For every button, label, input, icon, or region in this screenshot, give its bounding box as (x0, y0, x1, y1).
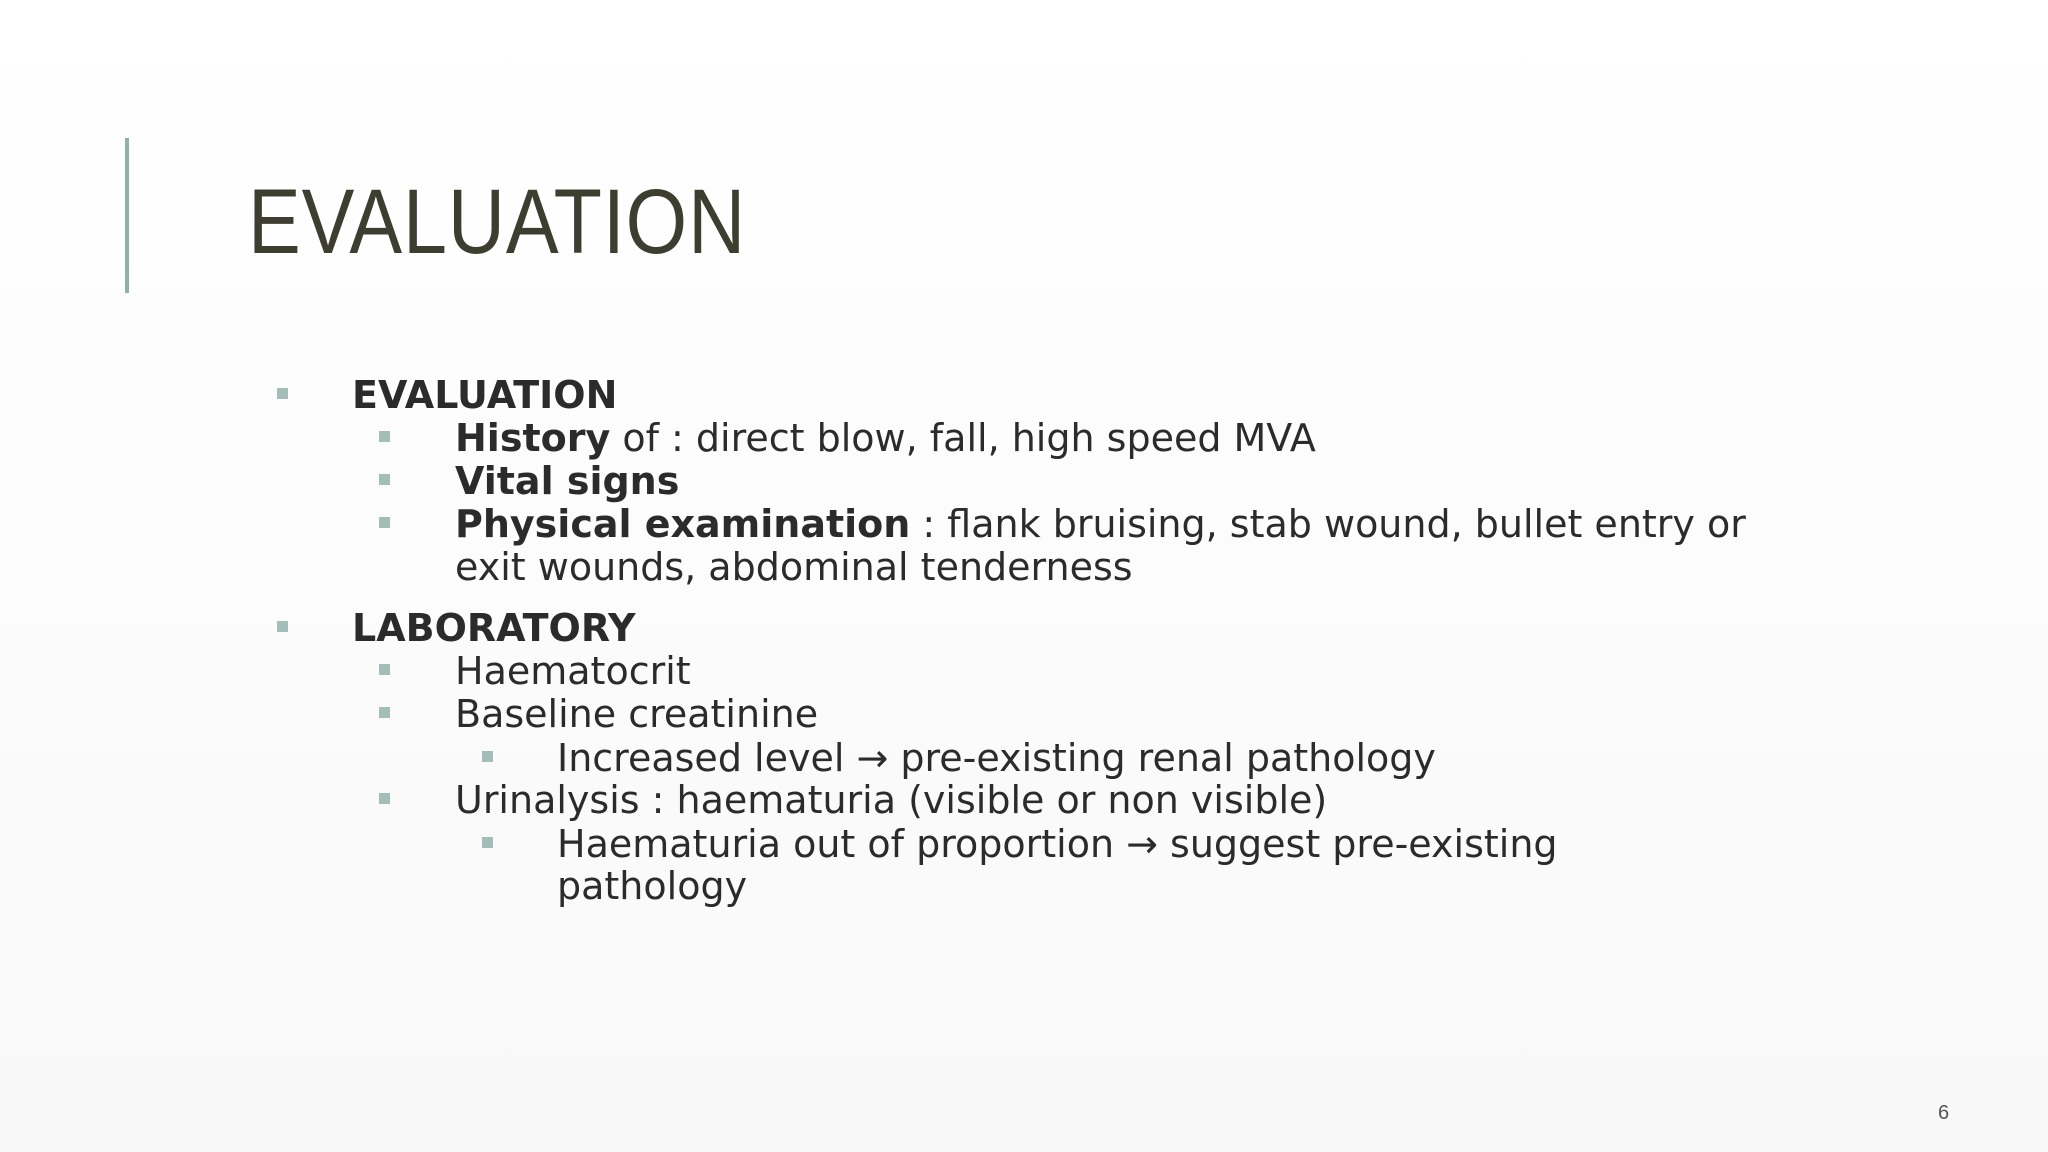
bullet-square-icon (379, 474, 390, 485)
list-item-physical-examination (455, 502, 1746, 546)
list-item-baseline-creatinine: Baseline creatinine (455, 692, 819, 736)
vital-signs-label: Vital signs (455, 459, 680, 503)
physical-exam-continuation: exit wounds, abdominal tenderness (455, 545, 1133, 589)
list-item-laboratory (352, 606, 636, 650)
bullet-square-icon (277, 388, 288, 399)
bullet-square-icon (379, 431, 390, 442)
bullet-square-icon (379, 707, 390, 718)
history-label: History (455, 416, 611, 460)
list-item-haematuria-out-of-proportion: Haematuria out of proportion → suggest pre-existing (557, 822, 1558, 866)
bullet-square-icon (379, 793, 390, 804)
heading-evaluation: EVALUATION (352, 373, 618, 417)
bullet-square-icon (482, 751, 493, 762)
physical-exam-text: : flank bruising, stab wound, bullet entry or (910, 502, 1746, 546)
list-item-increased-level: Increased level → pre-existing renal pathology (557, 736, 1436, 780)
list-item-urinalysis: Urinalysis : haematuria (visible or non visible) (455, 778, 1328, 822)
list-item-vital-signs (455, 459, 679, 503)
list-item-evaluation (352, 373, 617, 417)
bullet-square-icon (379, 664, 390, 675)
bullet-square-icon (379, 517, 390, 528)
page-number: 6 (1938, 1102, 1950, 1124)
heading-laboratory: LABORATORY (352, 606, 636, 650)
haematuria-out-continuation: pathology (557, 864, 748, 908)
physical-exam-label: Physical examination (455, 502, 911, 546)
bullet-square-icon (277, 621, 288, 632)
history-text: of : direct blow, fall, high speed MVA (610, 416, 1316, 460)
list-item-haematocrit: Haematocrit (455, 649, 691, 693)
bullet-square-icon (482, 837, 493, 848)
title-accent-bar (125, 138, 129, 293)
list-item-history (455, 416, 1316, 460)
slide-title: EVALUATION (248, 171, 747, 273)
